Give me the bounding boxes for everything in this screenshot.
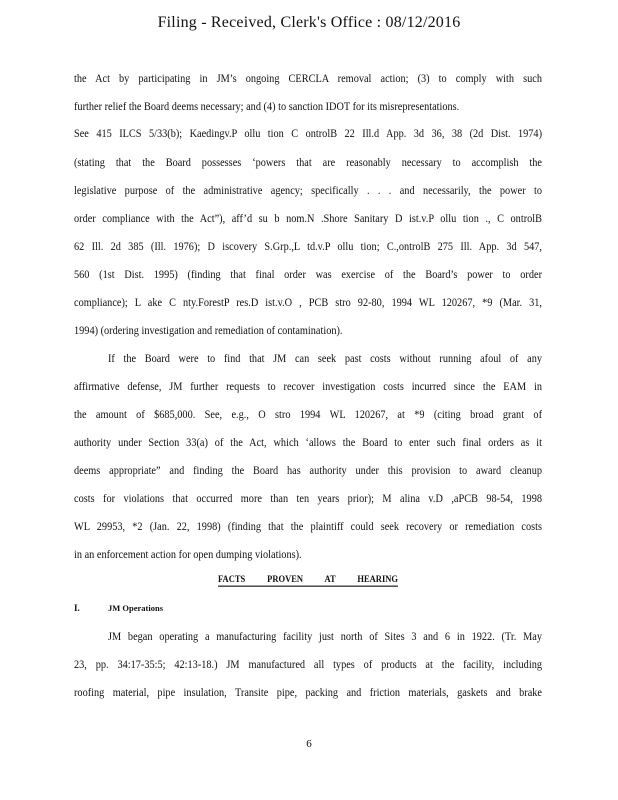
text-line: in an enforcement action for open dumping violations). — [74, 549, 302, 562]
text-line: the Act by participating in JM’s ongoing CERCLA removal action; (3) to comply with such — [74, 73, 542, 86]
text-line: deems appropriate” and finding the Board has authority under this provision to award cleanup — [74, 465, 542, 478]
text-line: See 415 ILCS 5/33(b); Kaedingv.P ollu tion C ontrolB 22 Ill.d App. 3d 36, 38 (2d Dist. 1974) — [74, 128, 542, 141]
page-number: 6 — [306, 738, 312, 750]
text-line: legislative purpose of the administrative agency; specifically . . . and necessarily, the power to — [74, 185, 542, 198]
text-line: further relief the Board deems necessary; and (4) to sanction IDOT for its misrepresentations. — [74, 101, 460, 114]
text-line: 23, pp. 34:17-35:5; 42:13-18.) JM manufactured all types of products at the facility, including — [74, 659, 542, 672]
text-line: WL 29953, *2 (Jan. 22, 1998) (finding that the plaintiff could seek recovery or remediation costs — [74, 521, 542, 534]
text-line: costs for violations that occurred more than ten years prior); M alina v.D ,aPCB 98-54, 1998 — [74, 493, 542, 506]
text-line: the amount of $685,000. See, e.g., O stro 1994 WL 120267, at *9 (citing broad grant of — [74, 409, 542, 422]
section-title: FACTS PROVEN AT HEARING — [218, 573, 398, 586]
text-line: affirmative defense, JM further requests to recover investigation costs incurred since the EAM in — [74, 381, 542, 394]
filing-stamp-header: Filing - Received, Clerk's Office : 08/12/2016 — [157, 14, 461, 31]
heading-number: I. — [74, 603, 80, 613]
text-line: compliance); L ake C nty.ForestP res.D ist.v.O , PCB stro 92-80, 1994 WL 120267, *9 (Mar. 31, — [74, 297, 542, 310]
text-line: 1994) (ordering investigation and remediation of contamination). — [74, 325, 343, 338]
text-line: 560 (1st Dist. 1995) (finding that final order was exercise of the Board’s power to order — [74, 269, 542, 282]
text-line: (stating that the Board possesses ‘powers that are reasonably necessary to accomplish the — [74, 157, 542, 170]
text-line: order compliance with the Act”), aff’d su b nom.N .Shore Sanitary D ist.v.P ollu tion ., C ontrolB — [74, 213, 542, 226]
text-line: If the Board were to find that JM can seek past costs without running afoul of any — [108, 353, 542, 366]
text-line: roofing material, pipe insulation, Transite pipe, packing and friction materials, gaskets and brake — [74, 687, 542, 700]
text-line: authority under Section 33(a) of the Act, which ‘allows the Board to enter such final orders as it — [74, 437, 542, 450]
text-line: JM began operating a manufacturing facility just north of Sites 3 and 6 in 1922. (Tr. May — [108, 631, 542, 644]
text-line: 62 Ill. 2d 385 (Ill. 1976); D iscovery S.Grp.,L td.v.P ollu tion; C.,ontrolB 275 Ill. App. 3d 547, — [74, 241, 542, 254]
heading-text: JM Operations — [108, 603, 164, 613]
